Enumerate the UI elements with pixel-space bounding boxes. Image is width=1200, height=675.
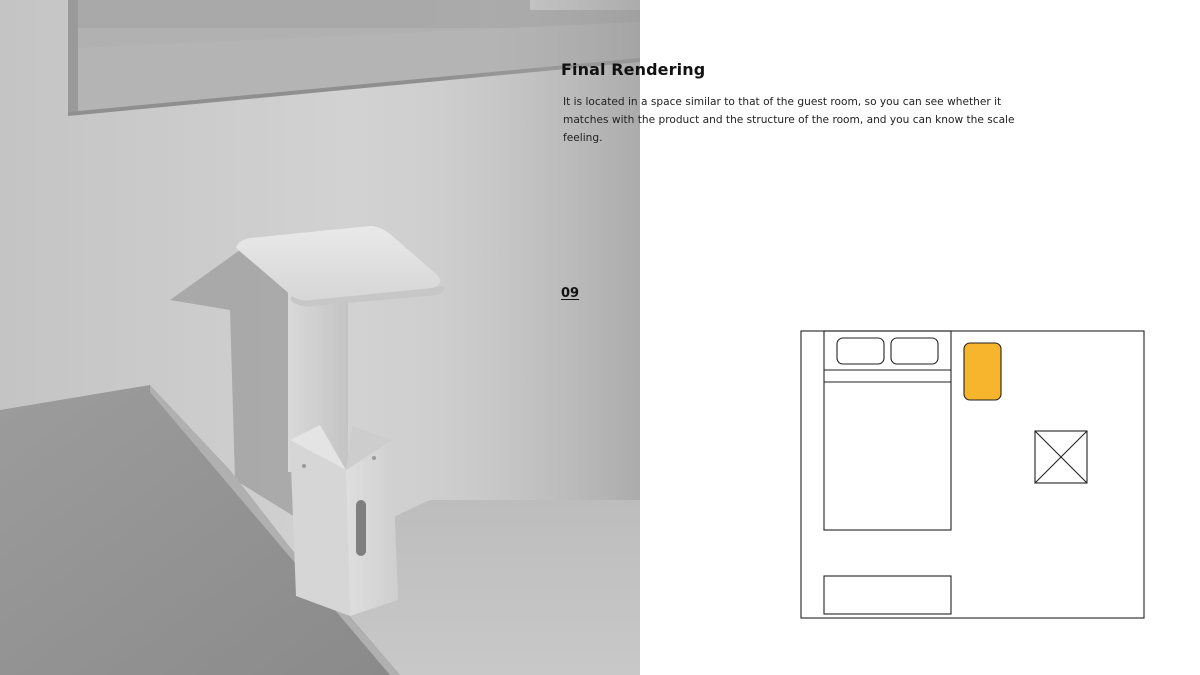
pillow-right — [891, 338, 938, 364]
page-title: Final Rendering — [561, 60, 706, 79]
page-number: 09 — [561, 286, 580, 301]
page-description: It is located in a space similar to that of the guest room, so you can see whether it matches with the product and the structure of the room, and you can know the scale feeling. — [563, 96, 1015, 144]
bench-outline — [824, 576, 951, 614]
bed-outline — [824, 331, 951, 530]
side-table-highlight — [964, 343, 1001, 400]
pillow-left — [837, 338, 884, 364]
room-floor-plan — [798, 328, 1148, 622]
